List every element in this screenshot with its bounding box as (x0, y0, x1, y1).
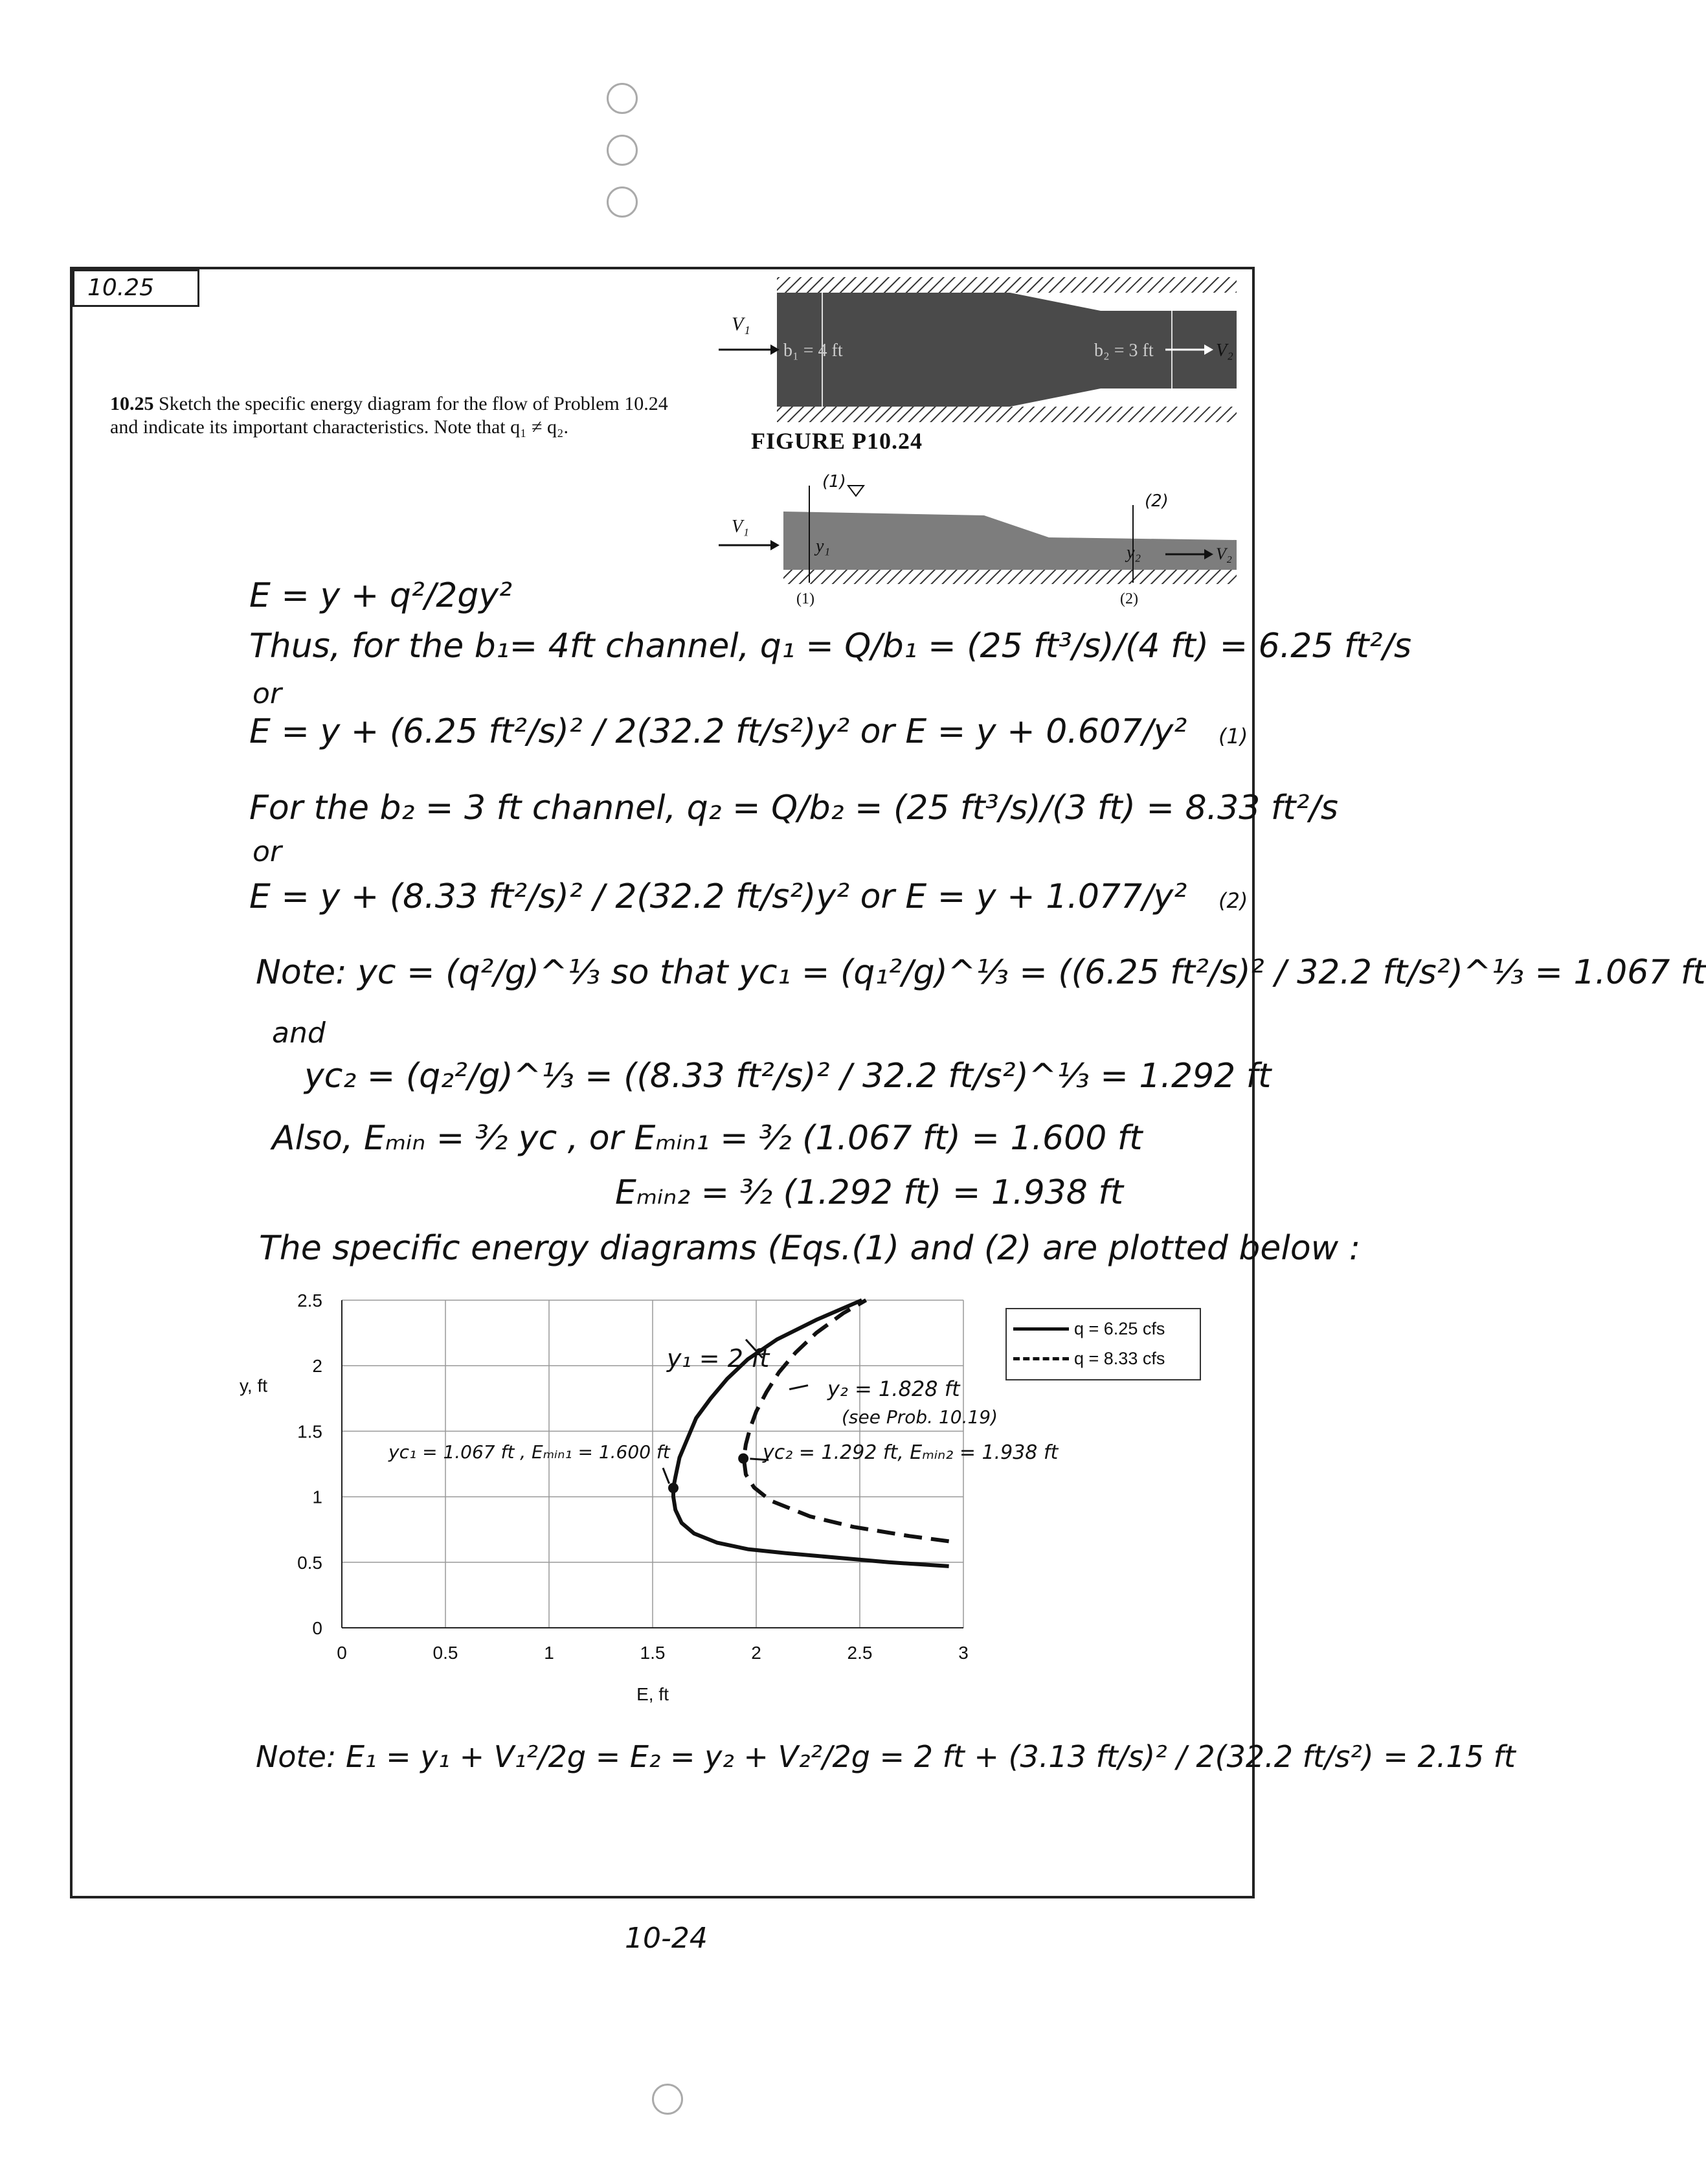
sec1-top-label: (1) (822, 472, 846, 491)
y-axis-label: y, ft (240, 1375, 268, 1396)
problem-statement (110, 392, 680, 439)
y-tick-label: 1.5 (297, 1421, 322, 1442)
y-tick-label: 2 (312, 1356, 322, 1377)
solution-line-4: E = y + (6.25 ft²/s)² / 2(32.2 ft/s²)y² or E = y + 0.607/y² (249, 712, 1187, 751)
problem-text: Sketch the specific energy diagram for the flow of Problem 10.24 and indicate its important characteristics. Note that q₁ ≠ q₂. (110, 393, 668, 438)
channel-top-view (712, 277, 1243, 426)
y-tick-label: 1 (312, 1487, 322, 1507)
side-v1-label: V₁ (732, 517, 749, 537)
b2-label: b₂ = 3 ft (1094, 341, 1154, 361)
solution-line-11: Also, Eₘᵢₙ = ³⁄₂ yᴄ , or Eₘᵢₙ₁ = ³⁄₂ (1.067 ft) = 1.600 ft (272, 1119, 1143, 1158)
figure-caption: FIGURE P10.24 (751, 428, 923, 454)
v2-label: V₂ (1216, 341, 1233, 361)
x-tick-label: 3 (958, 1643, 969, 1663)
sec2-top-label: (2) (1145, 491, 1169, 511)
side-v2-label: V₂ (1216, 545, 1232, 563)
y-tick-label: 0.5 (297, 1552, 322, 1573)
y-tick-label: 2.5 (297, 1290, 322, 1311)
annotation-y2-ref: (see Prob. 10.19) (842, 1406, 998, 1428)
x-tick-label: 1 (544, 1643, 554, 1663)
solution-line-8: Note: yᴄ = (q²/g)^⅓ so that yᴄ₁ = (q₁²/g)^⅓ = ((6.25 ft²/s)² / 32.2 ft/s²)^⅓ = 1.067 ft (256, 953, 1706, 992)
annotation-y2: y₂ = 1.828 ft (827, 1377, 960, 1401)
problem-number: 10.25 (73, 269, 199, 307)
annotation-critical-2: yᴄ₂ = 1.292 ft, Eₘᵢₙ₂ = 1.938 ft (763, 1441, 1059, 1464)
sec2-bottom-label: (2) (1120, 591, 1138, 607)
final-note: Note: E₁ = y₁ + V₁²/2g = E₂ = y₂ + V₂²/2g = 2 ft + (3.13 ft/s)² / 2(32.2 ft/s²) = 2.15 ft (256, 1739, 1516, 1774)
solution-line-12: Eₘᵢₙ₂ = ³⁄₂ (1.292 ft) = 1.938 ft (615, 1173, 1124, 1212)
solution-line-1: E = y + q²/2gy² (249, 576, 512, 615)
x-axis-label: E, ft (636, 1684, 669, 1704)
series-line-q1 (673, 1300, 949, 1566)
annotation-y1: y₁ = 2 ft (667, 1344, 770, 1373)
b1-label: b₁ = 4 ft (783, 341, 843, 361)
y2-arrow (789, 1386, 808, 1390)
annotation-critical-1: yᴄ₁ = 1.067 ft , Eₘᵢₙ₁ = 1.600 ft (388, 1441, 670, 1463)
x-tick-label: 0 (337, 1643, 347, 1663)
y-tick-label: 0 (312, 1618, 322, 1638)
critical-1-arrow (663, 1468, 669, 1483)
y1-label: y₁ (816, 536, 831, 556)
binder-hole-3 (607, 186, 638, 218)
solution-line-13: The specific energy diagrams (Eqs.(1) and (2) are plotted below : (259, 1229, 1361, 1268)
legend-entry-q1 (1013, 1316, 1165, 1342)
legend-solid-swatch (1013, 1327, 1069, 1331)
solution-line-2: Thus, for the b₁= 4ft channel, q₁ = Q/b₁ = (25 ft³/s)/(4 ft) = 6.25 ft²/s (249, 627, 1412, 666)
x-tick-label: 1.5 (640, 1643, 666, 1663)
page-number: 10-24 (625, 1922, 708, 1955)
y2-label: y₂ (1127, 543, 1141, 563)
binder-hole-2 (607, 135, 638, 166)
legend-dashed-swatch (1013, 1357, 1069, 1360)
solution-line-7: E = y + (8.33 ft²/s)² / 2(32.2 ft/s²)y² or E = y + 1.077/y² (249, 877, 1187, 916)
critical-point-2 (738, 1453, 748, 1463)
problem-text-number: 10.25 (110, 393, 154, 414)
x-tick-label: 2.5 (847, 1643, 873, 1663)
equation-number-1: (1) (1218, 724, 1248, 749)
critical-point-1 (668, 1483, 679, 1493)
x-tick-label: 2 (751, 1643, 761, 1663)
binder-hole-4 (652, 2084, 683, 2115)
solution-line-10: yᴄ₂ = (q₂²/g)^⅓ = ((8.33 ft²/s)² / 32.2 ft/s²)^⅓ = 1.292 ft (304, 1057, 1272, 1096)
sec1-bottom-label: (1) (796, 591, 814, 607)
solution-line-3: or (253, 677, 282, 710)
solution-line-9: and (272, 1017, 326, 1050)
channel-side-view (712, 473, 1243, 609)
v1-label: V₁ (732, 313, 750, 335)
legend-label-q2: q = 8.33 cfs (1074, 1348, 1165, 1368)
solution-line-5: For the b₂ = 3 ft channel, q₂ = Q/b₂ = (25 ft³/s)/(3 ft) = 8.33 ft²/s (249, 789, 1338, 827)
legend-entry-q2 (1013, 1345, 1165, 1371)
binder-hole-1 (607, 83, 638, 114)
chart-legend (1005, 1308, 1201, 1380)
equation-number-2: (2) (1218, 888, 1248, 913)
solution-line-6: or (253, 835, 282, 868)
x-tick-label: 0.5 (432, 1643, 458, 1663)
legend-label-q1: q = 6.25 cfs (1074, 1318, 1165, 1338)
